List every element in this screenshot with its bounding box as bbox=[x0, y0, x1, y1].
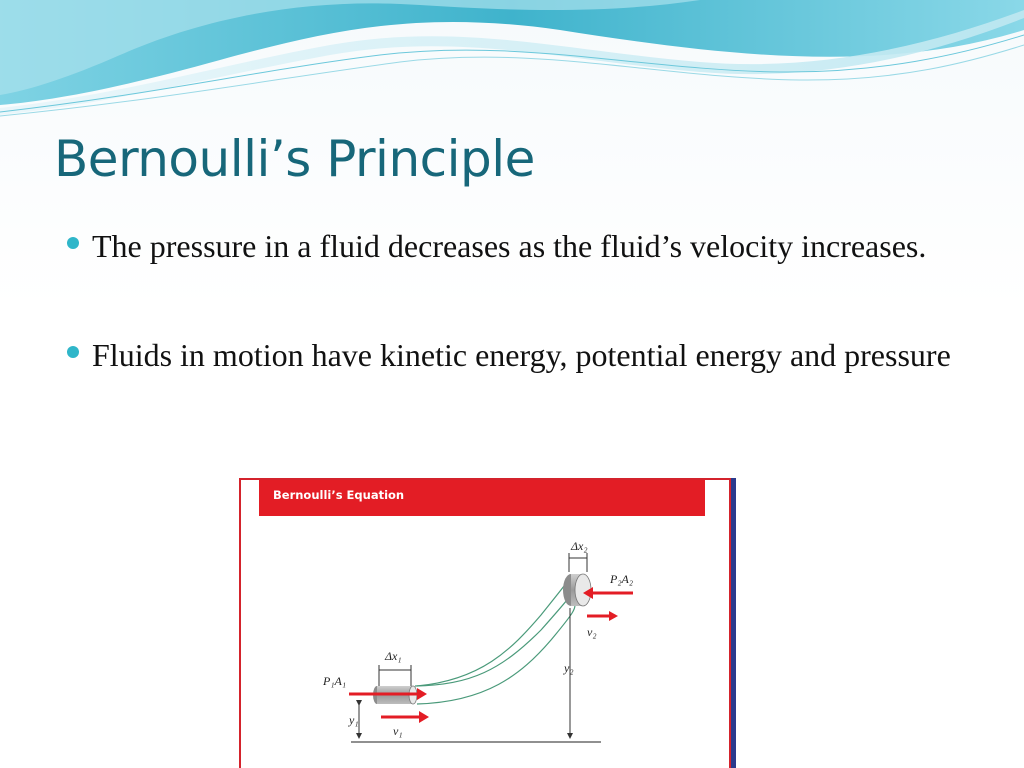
v2-label: v₂ bbox=[587, 625, 597, 639]
pipe-diagram bbox=[241, 480, 729, 768]
wave-header-decoration bbox=[0, 0, 1024, 120]
circle-bullet-icon bbox=[67, 346, 79, 358]
circle-bullet-icon bbox=[67, 237, 79, 249]
bullet-text: The pressure in a fluid decreases as the fluid’s velocity increases. bbox=[92, 228, 927, 264]
v1-label: v₁ bbox=[393, 724, 403, 738]
velocity-arrow-1-head bbox=[419, 711, 429, 723]
bullet-item bbox=[60, 225, 960, 268]
figure-header: Bernoulli’s Equation bbox=[259, 480, 705, 516]
p1a1-label: P₁A₁ bbox=[323, 674, 347, 688]
y2-label: y₂ bbox=[564, 661, 574, 675]
bullet-list bbox=[60, 225, 960, 377]
tube-top-wall bbox=[415, 575, 581, 686]
tube-top-wall-2 bbox=[415, 576, 573, 686]
force-arrow-1-head bbox=[417, 688, 427, 700]
tube-upper-wall bbox=[417, 575, 571, 686]
bullet-item bbox=[60, 334, 960, 377]
figure-edge bbox=[731, 478, 736, 768]
bernoulli-figure bbox=[239, 478, 731, 768]
dx1-label: Δx₁ bbox=[385, 649, 402, 663]
bullet-text: Fluids in motion have kinetic energy, potential energy and pressure bbox=[92, 337, 951, 373]
slide-title: Bernoulli’s Principle bbox=[54, 130, 535, 188]
y1-label: y₁ bbox=[349, 713, 359, 727]
dx2-label: Δx₂ bbox=[571, 539, 588, 553]
velocity-arrow-2-head bbox=[609, 611, 618, 621]
p2a2-label: P₂A₂ bbox=[610, 572, 634, 586]
tube-lower-wall bbox=[417, 602, 575, 704]
